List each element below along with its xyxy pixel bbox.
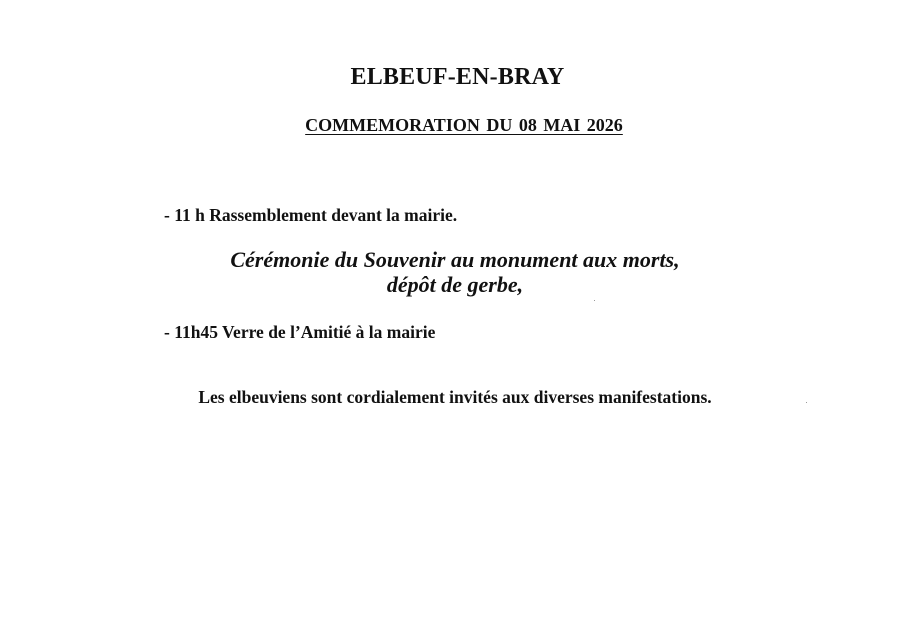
page-title: ELBEUF-EN-BRAY xyxy=(350,64,565,90)
invitation-text: Les elbeuviens sont cordialement invités aux diverses manifestations. xyxy=(198,387,712,407)
scan-speck xyxy=(594,300,595,301)
ceremony-line-1: Cérémonie du Souvenir au monument aux morts, xyxy=(230,247,680,272)
schedule-item-reception: - 11h45 Verre de l’Amitié à la mairie xyxy=(164,322,436,342)
ceremony-description xyxy=(0,247,900,297)
schedule-item-gathering: - 11 h Rassemblement devant la mairie. xyxy=(164,205,458,225)
ceremony-line-2: dépôt de gerbe, xyxy=(386,272,524,297)
event-subtitle: COMMEMORATION DU 08 MAI 2026 xyxy=(305,115,623,135)
scan-speck xyxy=(806,402,807,403)
